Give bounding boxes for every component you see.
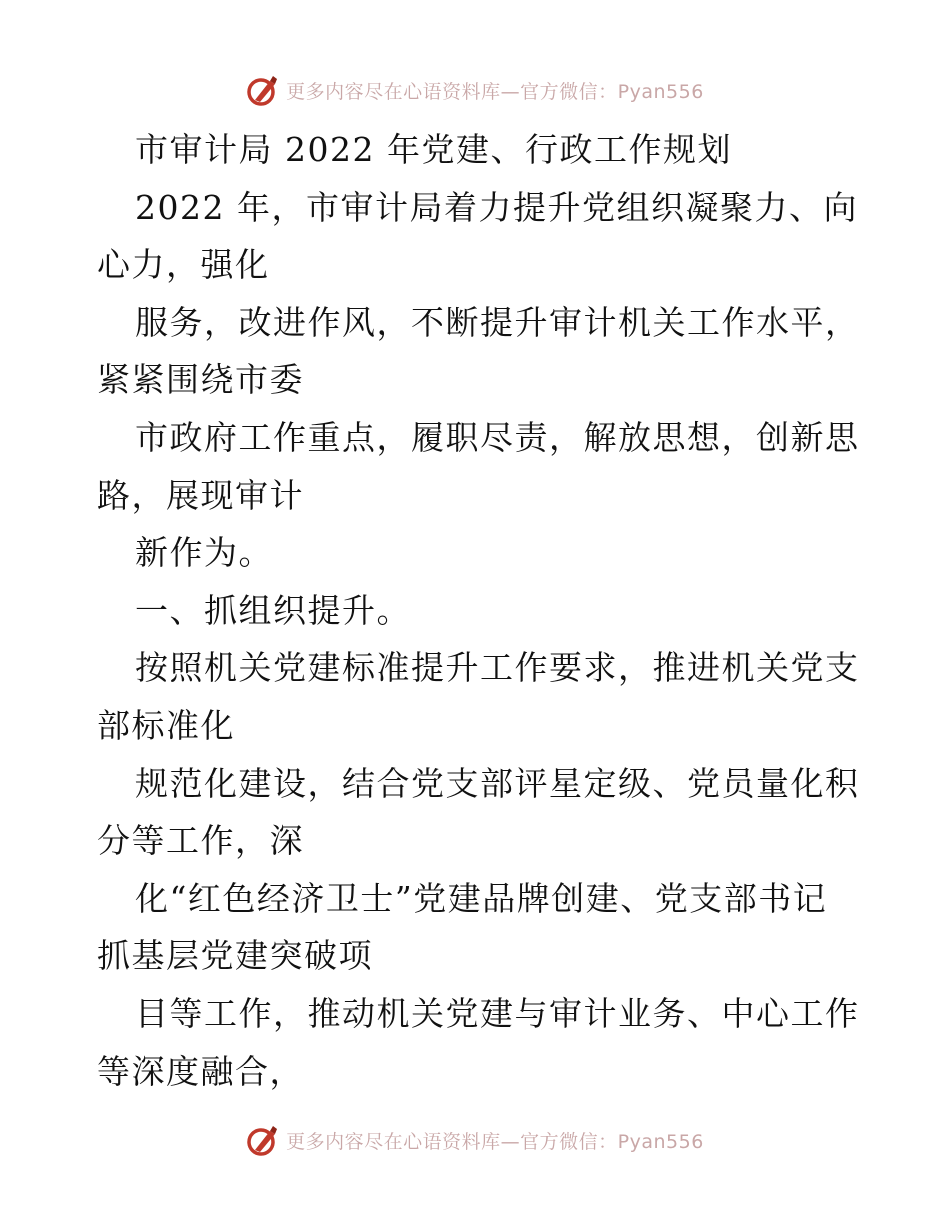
section-heading: 一、抓组织提升。 [135, 590, 411, 630]
paragraph-line: 新作为。 [135, 533, 273, 573]
paragraph-line: 市政府工作重点，履职尽责，解放思想，创新思 [135, 417, 860, 457]
paragraph-line: 部标准化 [97, 705, 235, 745]
paragraph-line: 分等工作，深 [97, 821, 304, 861]
brand-logo-icon [246, 73, 280, 107]
document-title: 市审计局 2022 年党建、行政工作规划 [135, 130, 732, 169]
paragraph-line: 抓基层党建突破项 [97, 936, 373, 976]
brand-logo-icon [246, 1123, 280, 1157]
watermark-text: 更多内容尽在心语资料库—官方微信：Pyan556 [286, 1130, 704, 1153]
paragraph-line: 心力，强化 [97, 245, 270, 285]
header-watermark-banner [0, 70, 950, 110]
paragraph-line: 按照机关党建标准提升工作要求，推进机关党支 [135, 648, 860, 688]
footer-watermark-banner [0, 1120, 950, 1160]
paragraph-line: 紧紧围绕市委 [97, 360, 304, 400]
paragraph-line: 化“红色经济卫士”党建品牌创建、党支部书记 [135, 878, 828, 918]
paragraph-line: 等深度融合， [97, 1051, 304, 1091]
watermark-text: 更多内容尽在心语资料库—官方微信：Pyan556 [286, 80, 704, 103]
paragraph-line: 规范化建设，结合党支部评星定级、党员量化积 [135, 763, 860, 803]
paragraph-line: 路，展现审计 [97, 475, 304, 515]
paragraph-line: 2022 年，市审计局着力提升党组织凝聚力、向 [135, 187, 858, 227]
document-body [97, 121, 860, 1100]
paragraph-line: 服务，改进作风，不断提升审计机关工作水平， [135, 302, 860, 342]
paragraph-line: 目等工作，推动机关党建与审计业务、中心工作 [135, 993, 860, 1033]
